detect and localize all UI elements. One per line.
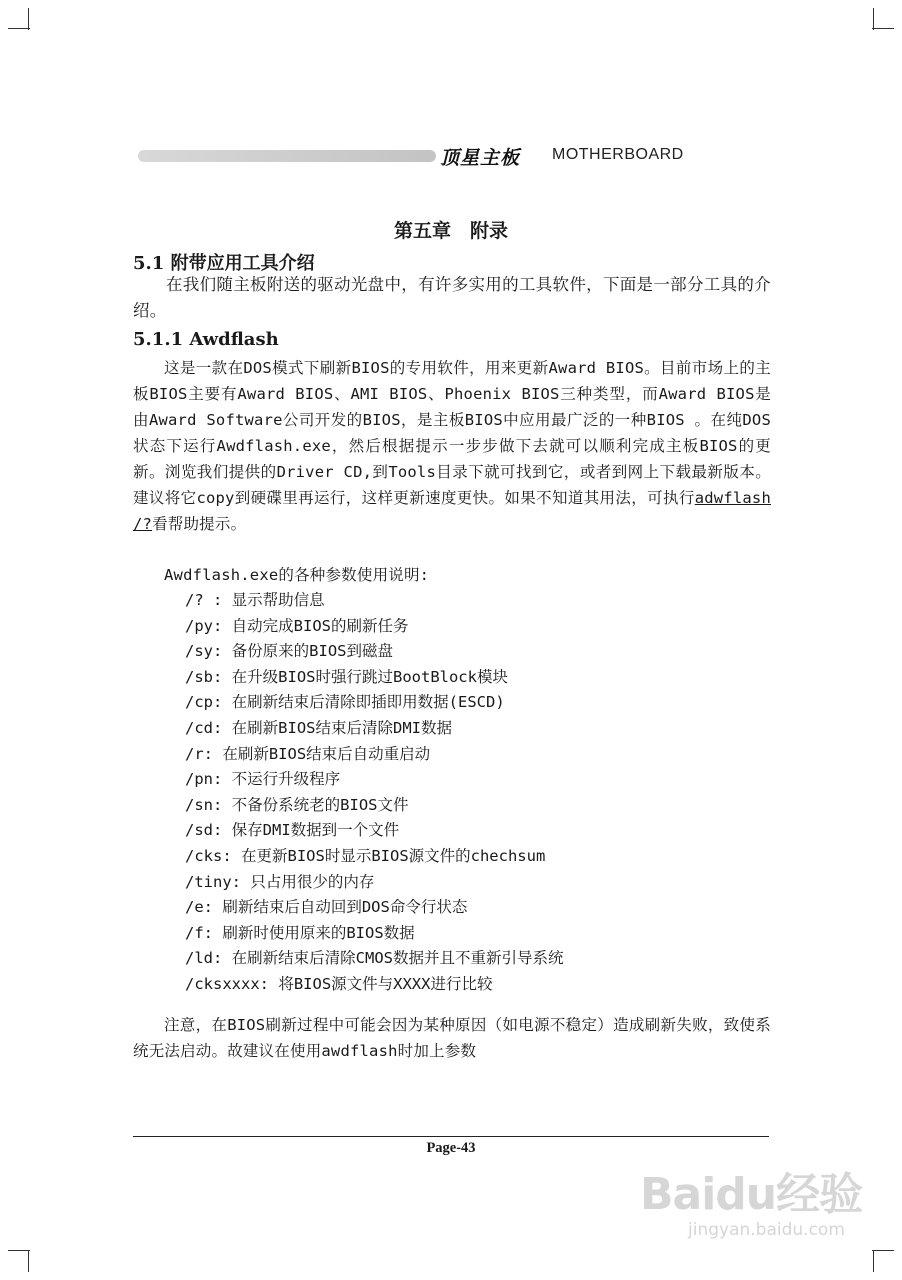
param-item: /r: 在刷新BIOS结束后自动重启动 xyxy=(185,744,431,763)
watermark-logo: Baidu经验 xyxy=(640,1169,863,1220)
warning-note: 注意，在BIOS刷新过程中可能会因为某种原因（如电源不稳定）造成刷新失败，致使系统无法启动。故建议在使用awdflash时加上参数 xyxy=(133,1016,771,1060)
param-item: /f: 刷新时使用原来的BIOS数据 xyxy=(185,923,415,942)
header-brand-cn: 顶星主板 xyxy=(440,147,521,169)
param-item: /e: 刷新结束后自动回到DOS命令行状态 xyxy=(185,898,468,917)
subsection-title: 5.1.1 Awdflash xyxy=(133,329,279,350)
watermark-url: jingyan.baidu.com xyxy=(688,1220,845,1240)
param-item: /? : 显示帮助信息 xyxy=(185,591,325,609)
page-number: Page-43 xyxy=(426,1140,476,1156)
crop-mark xyxy=(28,8,29,30)
param-item: /ld: 在刷新结束后清除CMOS数据并且不重新引导系统 xyxy=(185,949,564,968)
param-item: /cksxxxx: 将BIOS源文件与XXXX进行比较 xyxy=(185,974,493,993)
section-title: 5.1 附带应用工具介绍 xyxy=(133,253,315,274)
crop-mark xyxy=(872,1250,894,1251)
chapter-title: 第五章 附录 xyxy=(393,220,508,242)
param-list xyxy=(185,588,745,998)
param-item: /sn: 不备份系统老的BIOS文件 xyxy=(185,795,409,814)
param-item: /sb: 在升级BIOS时强行跳过BootBlock模块 xyxy=(185,667,508,686)
crop-mark xyxy=(873,8,874,30)
crop-mark xyxy=(28,1250,29,1272)
param-item: /sy: 备份原来的BIOS到磁盘 xyxy=(185,642,393,661)
description-text: 这是一款在DOS模式下刷新BIOS的专用软件，用来更新Award BIOS。目前市场上的主板BIOS主要有Award BIOS、AMI BIOS、Phoenix BIOS三种类型，而Award BIOS是由Award Software公司开发的BIOS，是主板BIOS中应用最广泛的一种BIOS 。在纯DOS状态下运行Awdflash.exe，然后根据提示一步步做下去就可以顺利完成主板BIOS的更新。浏览我们提供的Driver CD,到Tools目录下就可找到它，或者到网上下载最新版本。建议将它copy到硬碟里再运行，这样更新速度更快。如果不知道其用法，可执行 xyxy=(133,359,771,507)
crop-mark xyxy=(873,1250,874,1272)
param-item: /sd: 保存DMI数据到一个文件 xyxy=(185,821,400,840)
section-intro: 在我们随主板附送的驱动光盘中，有许多实用的工具软件，下面是一部分工具的介绍。 xyxy=(133,275,771,320)
awdflash-description xyxy=(133,355,771,537)
header-brand-en: MOTHERBOARD xyxy=(552,146,684,163)
param-item: /cks: 在更新BIOS时显示BIOS源文件的chechsum xyxy=(185,846,546,865)
footer-rule xyxy=(133,1136,769,1137)
crop-mark xyxy=(872,28,894,29)
help-command: adwflash /? xyxy=(133,489,771,533)
param-item: /tiny: 只占用很少的内存 xyxy=(185,872,375,891)
crop-mark xyxy=(8,1250,30,1251)
header-bar xyxy=(138,150,426,162)
param-item: /pn: 不运行升级程序 xyxy=(185,770,341,789)
param-item: /cd: 在刷新BIOS结束后清除DMI数据 xyxy=(185,718,452,737)
params-heading: Awdflash.exe的各种参数使用说明: xyxy=(164,566,430,584)
description-tail: 看帮助提示。 xyxy=(152,515,247,533)
baidu-watermark xyxy=(640,1150,870,1260)
param-item: /py: 自动完成BIOS的刷新任务 xyxy=(185,616,409,635)
param-item: /cp: 在刷新结束后清除即插即用数据(ESCD) xyxy=(185,693,505,712)
crop-mark xyxy=(8,28,30,29)
